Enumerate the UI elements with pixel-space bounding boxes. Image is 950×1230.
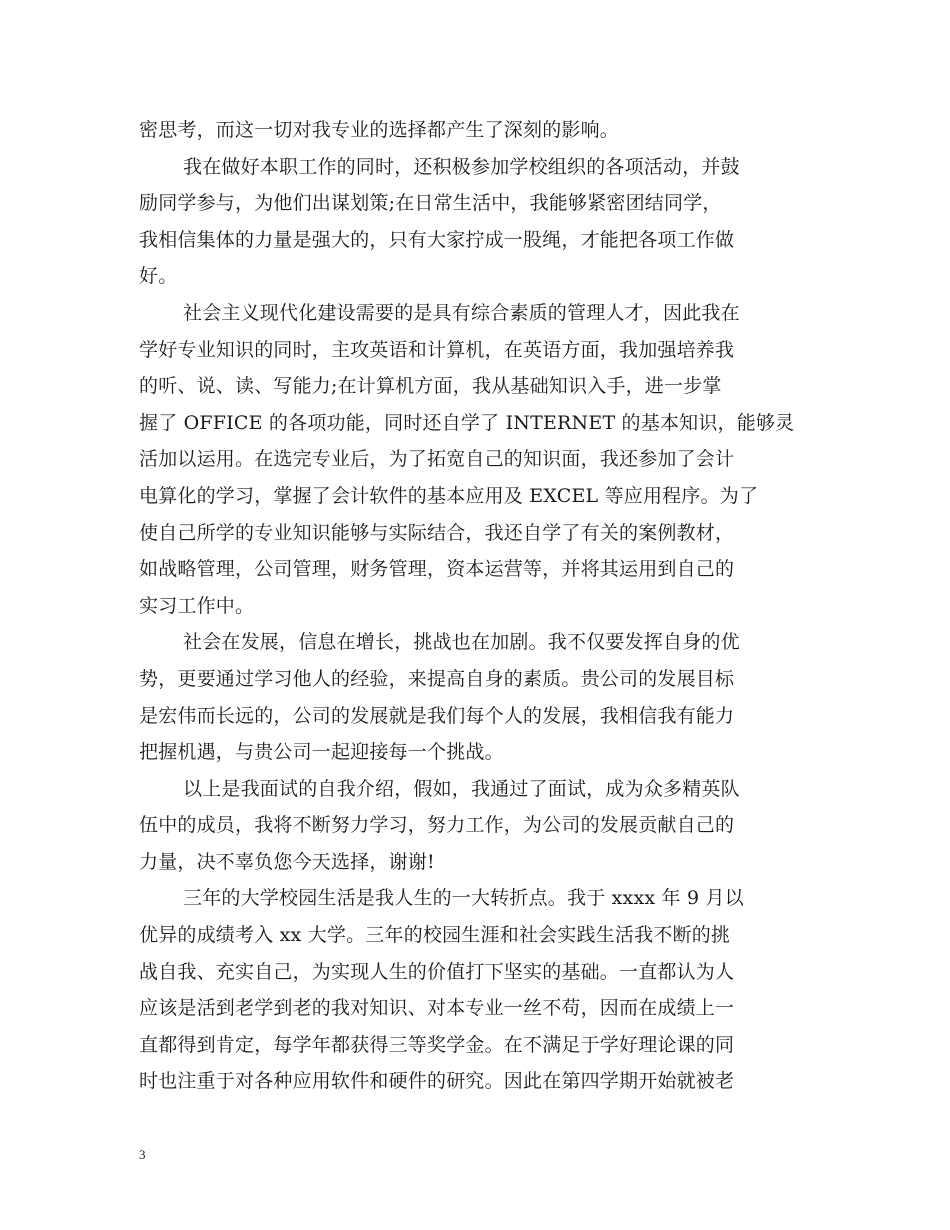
paragraph-first-line: 社会在发展，信息在增长，挑战也在加剧。我不仅要发挥自身的优 <box>183 631 740 654</box>
text-line: 力量，决不辜负您今天选择，谢谢! <box>139 850 435 873</box>
text-line: 握了 OFFICE 的各项功能，同时还自学了 INTERNET 的基本知识，能够灵 <box>139 411 795 434</box>
paragraph-first-line: 社会主义现代化建设需要的是具有综合素质的管理人才，因此我在 <box>183 301 740 324</box>
text-line: 是宏伟而长远的，公司的发展就是我们每个人的发展，我相信我有能力 <box>139 704 735 727</box>
text-line: 实习工作中。 <box>139 594 255 617</box>
text-line: 优异的成绩考入 xx 大学。三年的校园生涯和社会实践生活我不断的挑 <box>139 924 731 947</box>
text-line: 我相信集体的力量是强大的，只有大家拧成一股绳，才能把各项工作做 <box>139 228 735 251</box>
text-line: 伍中的成员，我将不断努力学习，努力工作，为公司的发展贡献自己的 <box>139 814 735 837</box>
text-line: 活加以运用。在选完专业后，为了拓宽自己的知识面，我还参加了会计 <box>139 448 735 471</box>
text-line: 使自己所学的专业知识能够与实际结合，我还自学了有关的案例教材， <box>139 521 735 544</box>
text-line: 学好专业知识的同时，主攻英语和计算机，在英语方面，我加强培养我 <box>139 338 735 361</box>
text-line: 电算化的学习，掌握了会计软件的基本应用及 EXCEL 等应用程序。为了 <box>139 484 759 507</box>
paragraph-first-line: 以上是我面试的自我介绍，假如，我通过了面试，成为众多精英队 <box>183 777 740 800</box>
text-line: 时也注重于对各种应用软件和硬件的研究。因此在第四学期开始就被老 <box>139 1070 735 1093</box>
text-line: 密思考，而这一切对我专业的选择都产生了深刻的影响。 <box>139 119 620 141</box>
page-number: 3 <box>139 1147 146 1162</box>
text-line: 战自我、充实自己，为实现人生的价值打下坚实的基础。一直都认为人 <box>139 960 735 983</box>
document-body <box>139 112 815 1100</box>
paragraph-first-line: 三年的大学校园生活是我人生的一大转折点。我于 xxxx 年 9 月以 <box>183 887 744 910</box>
text-line: 如战略管理，公司管理，财务管理，资本运营等，并将其运用到自己的 <box>139 558 735 581</box>
text-line: 直都得到肯定，每学年都获得三等奖学金。在不满足于学好理论课的同 <box>139 1033 735 1056</box>
text-line: 应该是活到老学到老的我对知识、对本专业一丝不苟，因而在成绩上一 <box>139 997 735 1020</box>
text-line: 的听、说、读、写能力;在计算机方面，我从基础知识入手，进一步掌 <box>139 375 722 398</box>
text-line: 励同学参与，为他们出谋划策;在日常生活中，我能够紧密团结同学， <box>139 192 722 215</box>
text-line: 势，更要通过学习他人的经验，来提高自身的素质。贵公司的发展目标 <box>139 667 735 690</box>
paragraph-first-line: 我在做好本职工作的同时，还积极参加学校组织的各项活动，并鼓 <box>183 155 740 178</box>
text-line: 好。 <box>139 265 178 288</box>
text-line: 把握机遇，与贵公司一起迎接每一个挑战。 <box>139 741 504 764</box>
